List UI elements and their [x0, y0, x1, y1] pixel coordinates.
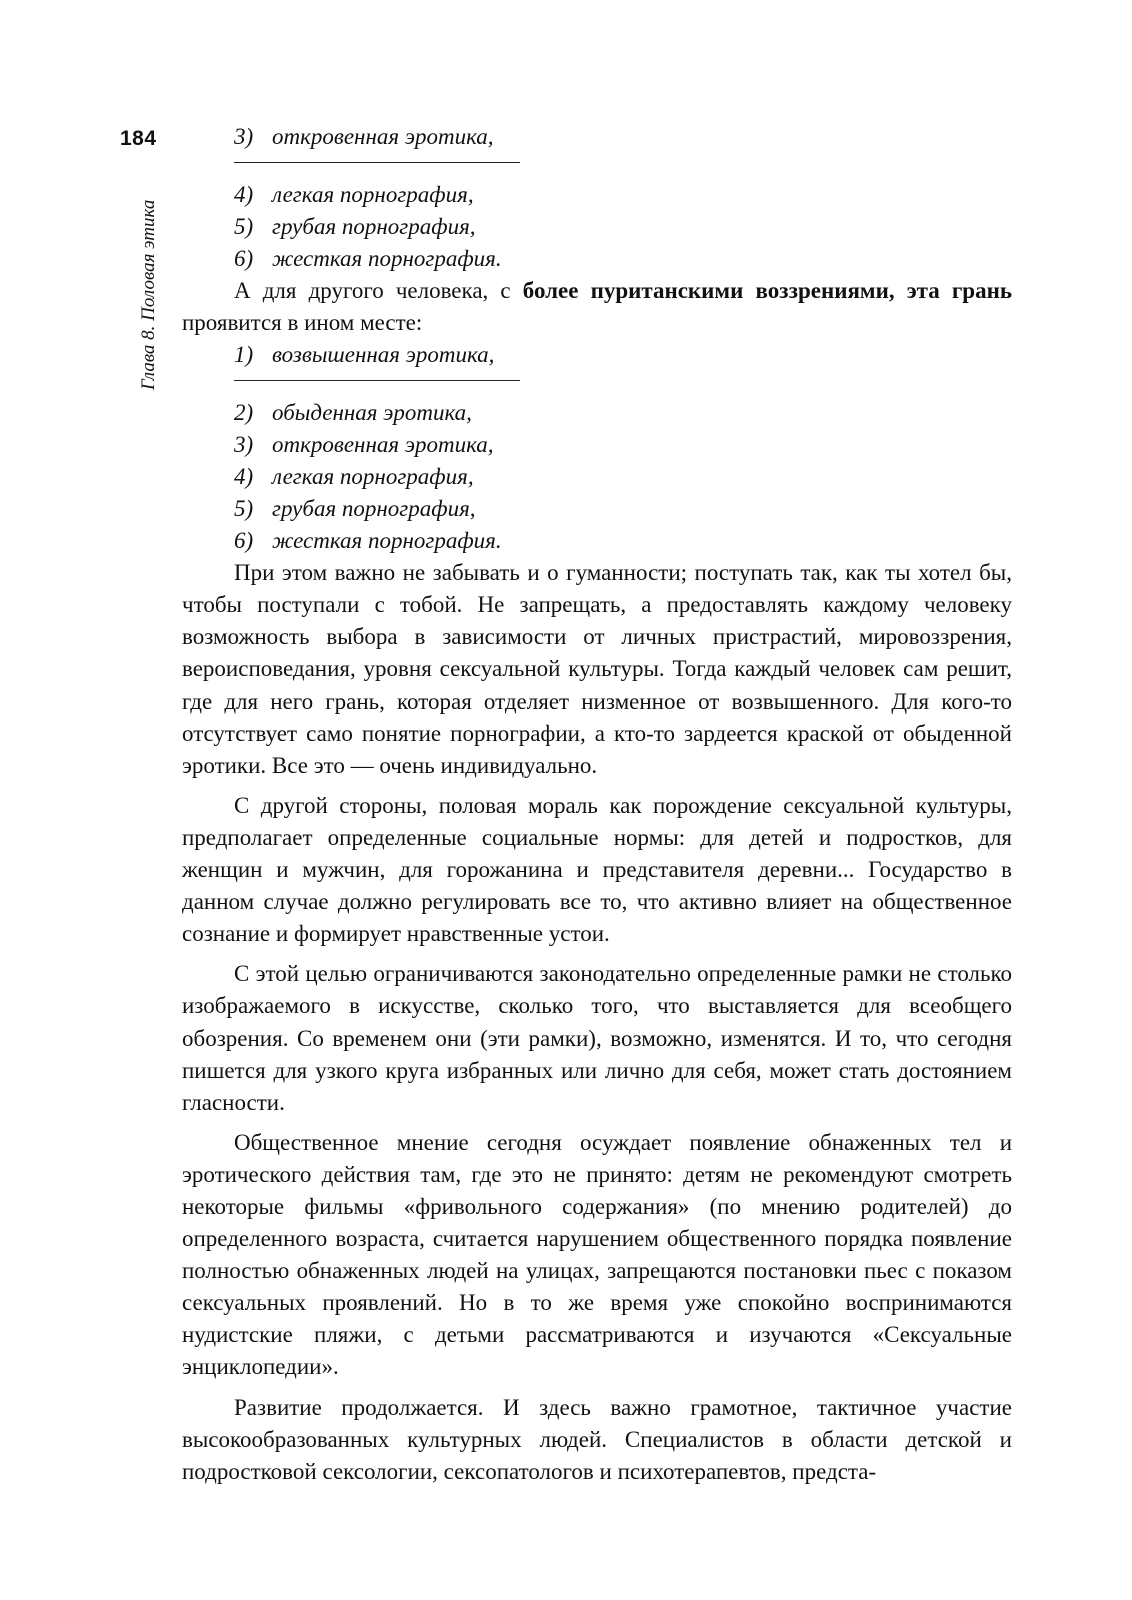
body-paragraph: При этом важно не забывать и о гуманности; поступать так, как ты хотел бы, чтобы поступали с тобой. Не запрещать, а предоставлять каждому человеку возможность выбора в зависимости от личных пристрастий, мировоззрения, вероисповедания, уровня сексуальной культуры. Тогда каждый человек сам решит, где для него грань, которая отделяет низменное от возвышенного. Для кого-то отсутствует само понятие порнографии, а кто-то зардеется краской от обыденной эротики. Все это — очень индивидуально.: [182, 560, 1012, 778]
list-item-text: легкая порнография,: [272, 182, 474, 207]
list-item-number: 6): [234, 528, 254, 554]
intro-text-bold: более пуританскими воззрениями, эта грань: [522, 278, 1012, 303]
list-item-number: 3): [234, 124, 254, 149]
list-item-text: жесткая порнография.: [272, 528, 502, 554]
list-item-text: грубая порнография,: [272, 214, 476, 239]
list-item-text: легкая порнография,: [272, 464, 474, 490]
list-item-text: грубая порнография,: [272, 496, 476, 522]
list-item: [234, 211, 1012, 243]
list-item-text: жесткая порнография.: [272, 246, 502, 271]
list-item: [234, 525, 1012, 557]
list-item-text: откровенная эротика,: [272, 124, 494, 149]
list-item-text: возвышенная эротика,: [272, 342, 495, 368]
intro-paragraph: [182, 275, 1012, 339]
body-paragraph: С этой целью ограничиваются законодательно определенные рамки не столько изображаемого в искусстве, сколько того, что выставляется для всеобщего обозрения. Со временем они (эти рамки), возможно, изменятся. И то, что сегодня пишется для узкого круга избранных или лично для себя, может стать достоянием гласности.: [182, 961, 1012, 1115]
intro-text-after: проявится в ином месте:: [182, 310, 423, 336]
body-paragraph: Развитие продолжается. И здесь важно грамотное, тактичное участие высокообразованных культурных людей. Специалистов в области детской и подростковой сексологии, сексопатологов и психотерапевтов, предста-: [182, 1394, 1012, 1484]
list-item-number: 6): [234, 246, 254, 271]
list-item: [234, 339, 1012, 371]
list-item-number: 4): [234, 182, 254, 207]
list-item: [234, 493, 1012, 525]
list-item: [234, 461, 1012, 493]
intro-text-before: А для другого человека, с: [234, 278, 523, 303]
list-item-number: 3): [234, 432, 254, 458]
list-item: [234, 397, 1012, 429]
list-item: [234, 243, 1012, 275]
divider-rule: [234, 380, 520, 381]
body-paragraph: Общественное мнение сегодня осуждает появление обнаженных тел и эротического действия там, где это не принято: детям не рекомендуют смотреть некоторые фильмы «фривольного содержания» (по мнению родителей) до определенного возраста, считается нарушением общественного порядка появление полностью обнаженных людей на улицах, запрещаются постановки пьес с показом сексуальных проявлений. Но в то же время уже спокойно воспринимаются нудистские пляжи, с детьми рассматриваются и изучаются «Сексуальные энциклопедии».: [182, 1129, 1012, 1380]
list-item-number: 4): [234, 464, 254, 490]
page-body: [182, 121, 1012, 1488]
list-item: [234, 429, 1012, 461]
divider-rule: [234, 162, 520, 163]
list-item: [234, 121, 1012, 153]
page-number: 184: [120, 127, 157, 150]
running-head: Глава 8. Половая этика: [138, 199, 159, 390]
list-item: [234, 179, 1012, 211]
list-item-number: 5): [234, 214, 254, 239]
body-paragraph: С другой стороны, половая мораль как порождение сексуальной культуры, предполагает определенные социальные нормы: для детей и подростков, для женщин и мужчин, для горожанина и представителя деревни... Государство в данном случае должно регулировать все то, что активно влияет на общественное сознание и формирует нравственные устои.: [182, 792, 1012, 947]
list-item-text: откровенная эротика,: [272, 432, 494, 458]
list-item-text: обыденная эротика,: [272, 400, 472, 426]
list-item-number: 5): [234, 496, 254, 522]
list-item-number: 1): [234, 342, 254, 368]
list-item-number: 2): [234, 400, 254, 426]
